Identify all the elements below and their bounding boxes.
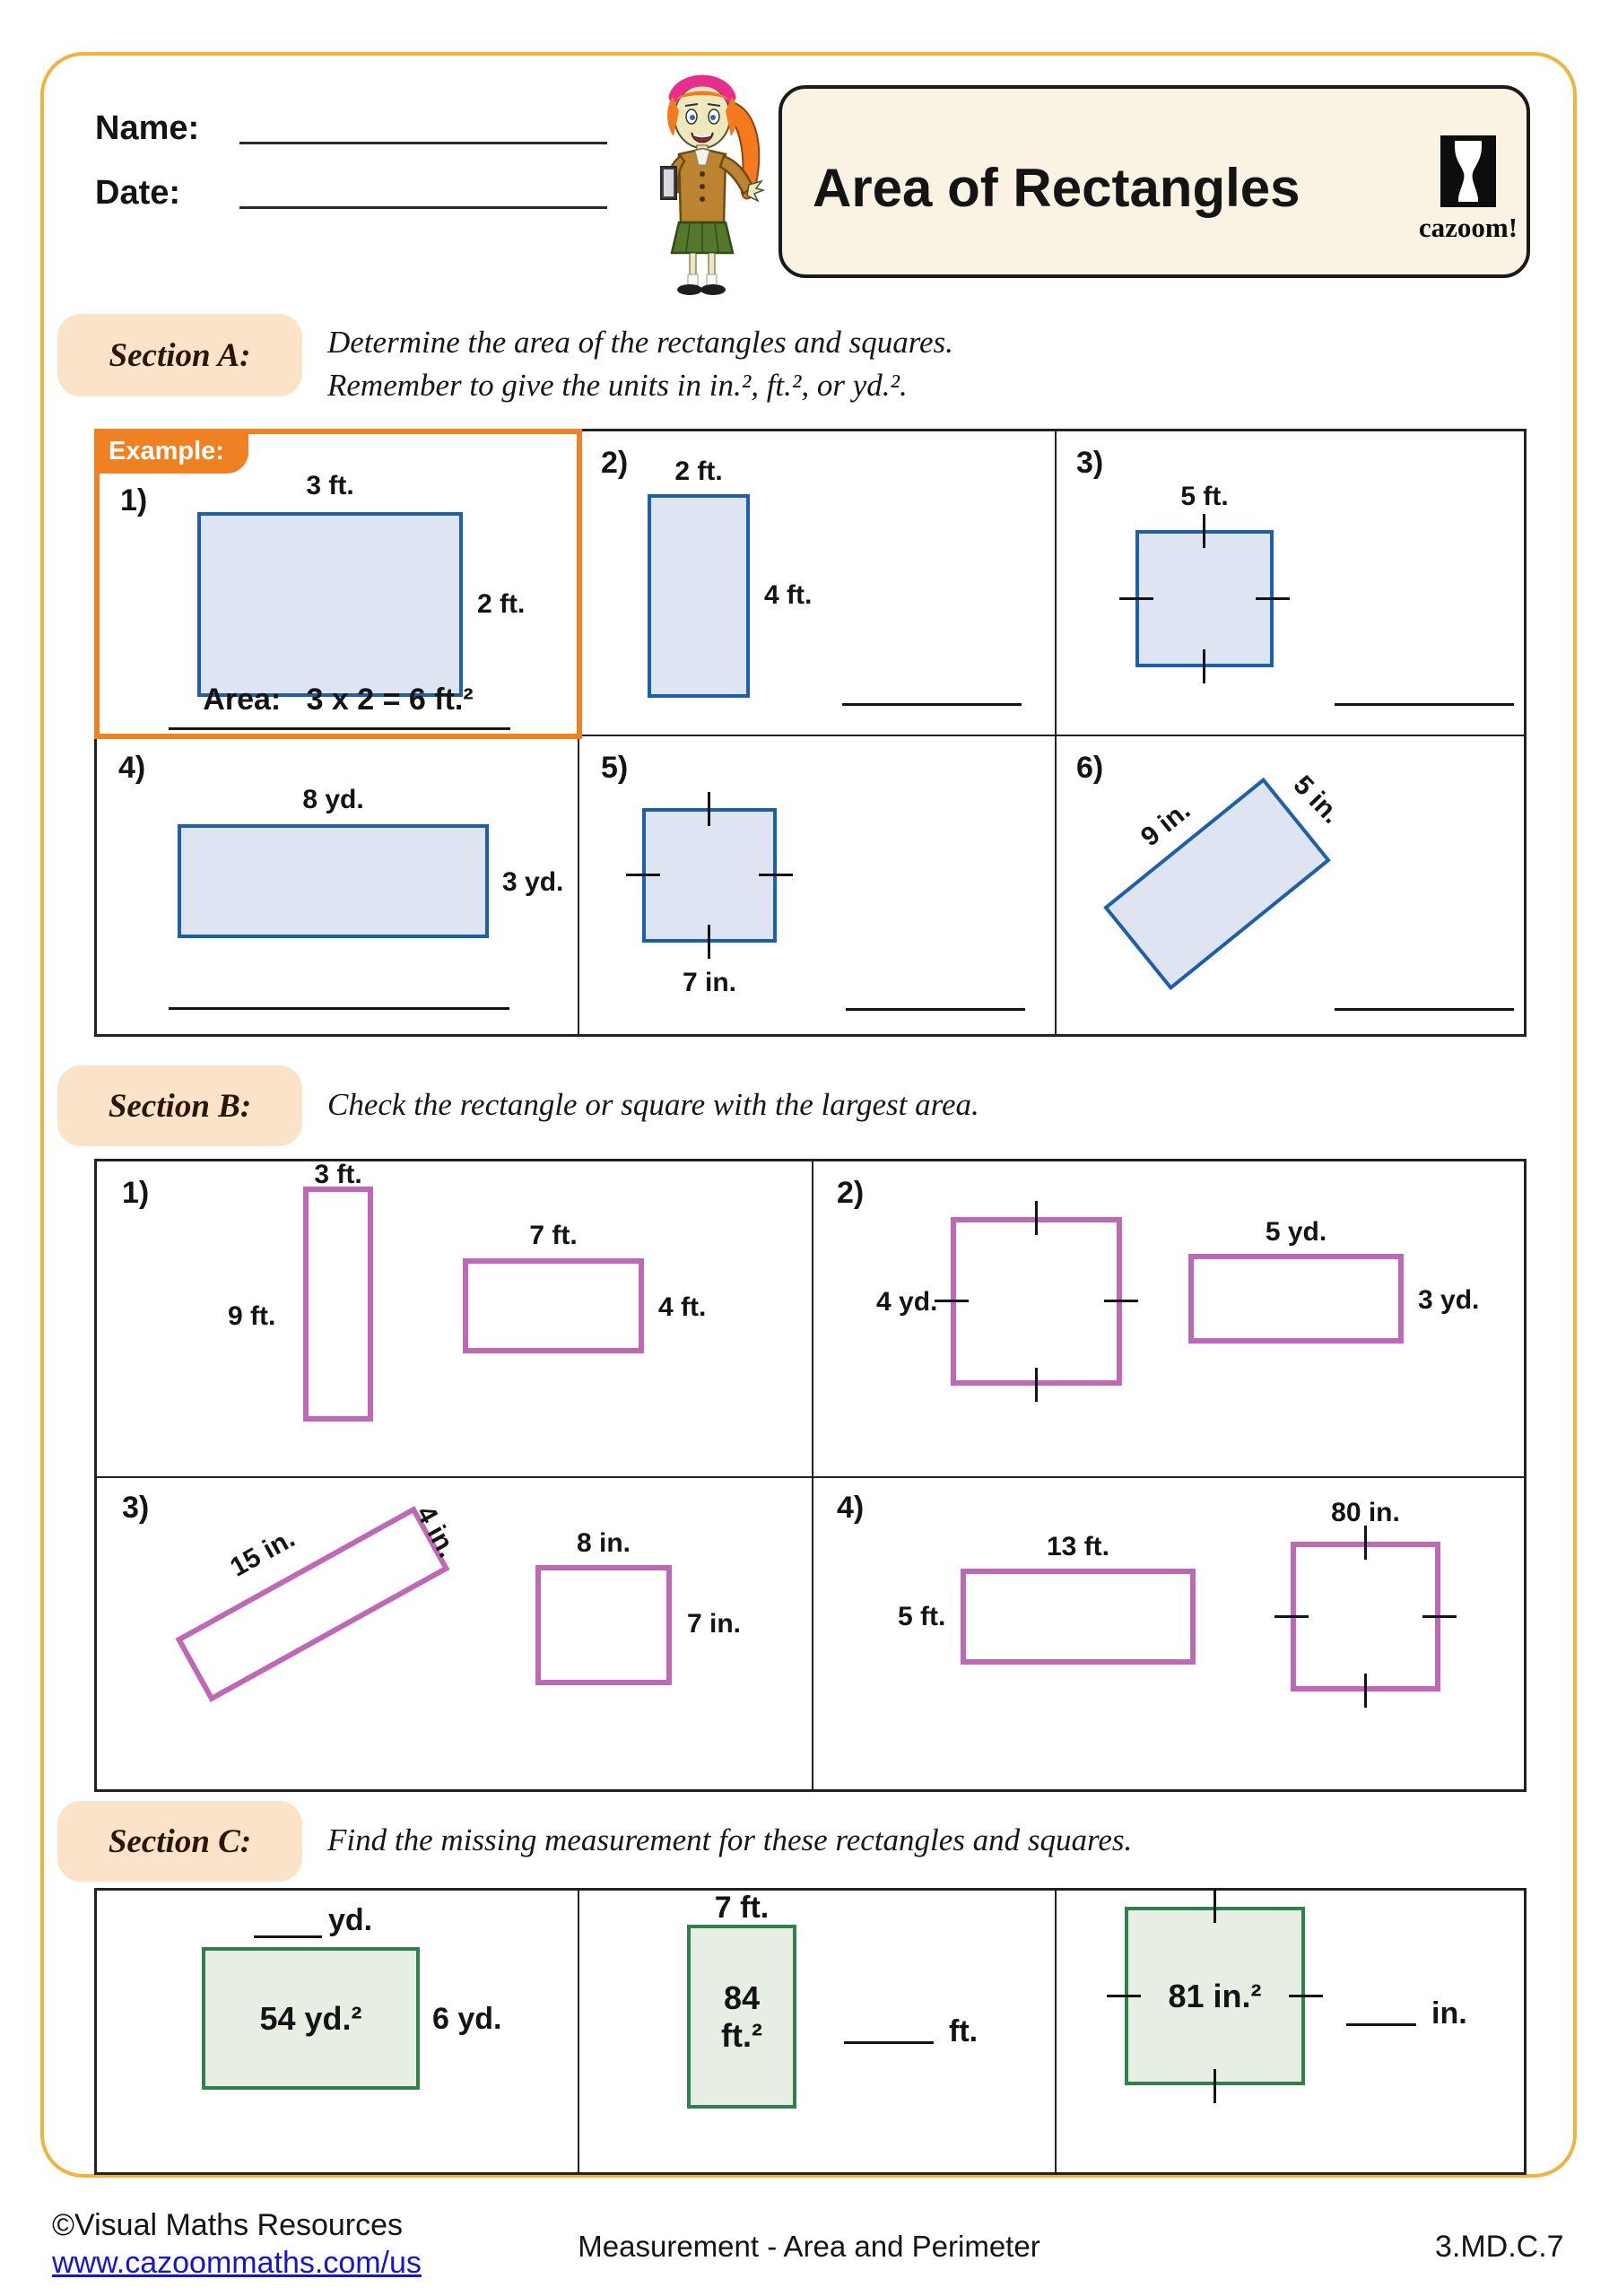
dimension-label: 7 in. (687, 1609, 742, 1639)
cazoom-logo (1410, 135, 1527, 244)
section-c-problem-3 (1055, 1891, 1529, 2176)
problem-number: 4) (837, 1491, 865, 1525)
problem-number: 5) (601, 751, 629, 785)
dimension-label: 4 ft. (658, 1292, 707, 1322)
missing-measure-blank[interactable] (1346, 2023, 1416, 2026)
section-b-label-box (57, 1065, 302, 1146)
example-rectangle (197, 512, 463, 697)
missing-measure-blank[interactable] (254, 1935, 322, 1938)
problem-number: 3) (122, 1491, 150, 1525)
dimension-label: 2 ft. (477, 589, 526, 619)
website-link[interactable]: www.cazoommaths.com/us (52, 2246, 422, 2280)
problem-number: 1) (122, 1176, 150, 1210)
section-a-example-cell (97, 431, 579, 736)
section-c-grid (94, 1888, 1527, 2175)
dimension-label: 9 ft. (228, 1301, 276, 1331)
answer-line[interactable] (1335, 1008, 1514, 1011)
square-shape (642, 808, 777, 943)
section-a-problem-2 (579, 431, 1055, 735)
area-value: 54 yd.² (259, 1999, 362, 2037)
checkable-rectangle[interactable] (303, 1187, 373, 1422)
tick-mark (626, 874, 660, 876)
dimension-label: 7 in. (682, 968, 736, 997)
section-b-instruction: Check the rectangle or square with the largest area. (327, 1087, 979, 1122)
name-label: Name: (95, 109, 200, 147)
dimension-label: 5 yd. (1265, 1217, 1327, 1247)
area-value: 84 (723, 1979, 761, 2016)
section-a-problem-6 (1055, 736, 1529, 1039)
dimension-label: 8 in. (576, 1528, 631, 1558)
section-c-problem-1 (97, 1891, 579, 2176)
tick-mark (1203, 514, 1205, 548)
answer-line[interactable] (169, 727, 510, 730)
tick-mark (1203, 649, 1205, 683)
section-b-problem-1 (97, 1161, 812, 1476)
copyright-text: ©Visual Maths Resources (52, 2208, 404, 2242)
date-label: Date: (95, 174, 181, 212)
dimension-label: 3 yd. (502, 867, 564, 897)
cazoom-logo-text: cazoom! (1418, 212, 1518, 243)
dimension-label: 80 in. (1331, 1498, 1400, 1527)
section-b-label: Section B: (108, 1087, 252, 1125)
example-answer (97, 683, 579, 718)
checkable-rectangle[interactable] (463, 1258, 644, 1353)
answer-line[interactable] (1335, 703, 1514, 706)
unit-label: in. (1431, 1996, 1467, 2031)
tick-mark (1119, 597, 1153, 600)
checkable-square[interactable] (1291, 1542, 1440, 1692)
dimension-label: 7 ft. (714, 1891, 770, 1925)
rectangle-shape (648, 494, 750, 698)
section-a-problem-4 (97, 736, 579, 1039)
tick-mark (1364, 1674, 1367, 1708)
section-a-problem-5 (579, 736, 1055, 1039)
square-shape (1135, 530, 1274, 667)
dimension-label: 5 ft. (1180, 482, 1229, 511)
checkable-square[interactable] (951, 1217, 1122, 1386)
answer-line[interactable] (842, 703, 1022, 706)
problem-number: 3) (1076, 446, 1104, 480)
tick-mark (1422, 1615, 1457, 1618)
checkable-rectangle[interactable] (1188, 1254, 1404, 1344)
unit-label: ft. (949, 2014, 979, 2048)
section-c-label: Section C: (108, 1822, 252, 1860)
checkable-rectangle[interactable] (961, 1569, 1196, 1665)
tick-mark (935, 1300, 969, 1302)
title-box (779, 85, 1530, 278)
area-square (1125, 1907, 1305, 2085)
tick-mark (759, 874, 793, 876)
area-rectangle (687, 1925, 796, 2109)
section-c-problem-2 (578, 1891, 1055, 2176)
dimension-label: 4 in. (410, 1500, 463, 1563)
student-illustration (623, 52, 780, 299)
dimension-label: 9 in. (1135, 795, 1196, 853)
dimension-label: 3 ft. (306, 471, 354, 500)
checkable-rectangle[interactable] (535, 1565, 672, 1685)
tick-mark (1035, 1201, 1038, 1235)
problem-number: 2) (601, 446, 629, 480)
section-a-label-box (57, 314, 302, 396)
problem-number: 6) (1076, 751, 1104, 785)
section-b-problem-2 (812, 1161, 1527, 1476)
tick-mark (1107, 1995, 1141, 1997)
problem-number: 1) (120, 483, 148, 517)
section-a-label: Section A: (109, 336, 251, 374)
checkable-rotated-rectangle[interactable] (175, 1506, 449, 1702)
tick-mark (708, 925, 710, 959)
tick-mark (1364, 1526, 1367, 1560)
example-answer-value: 3 x 2 = 6 ft.² (306, 683, 474, 717)
section-a-instruction-2: Remember to give the units in in.², ft.², or yd.². (327, 368, 908, 403)
tick-mark (1035, 1368, 1038, 1402)
dimension-label: 5 ft. (898, 1602, 946, 1631)
section-a-problem-3 (1055, 431, 1529, 735)
tick-mark (1214, 2069, 1216, 2103)
section-b-grid (94, 1159, 1527, 1792)
section-b-problem-4 (812, 1476, 1527, 1795)
tick-mark (1104, 1300, 1138, 1302)
dimension-label: 5 in. (1287, 770, 1347, 830)
dimension-label: 4 ft. (764, 580, 813, 610)
answer-line[interactable] (846, 1008, 1025, 1011)
example-tab: Example: (94, 429, 248, 474)
tick-mark (1289, 1995, 1323, 1997)
tick-mark (1274, 1615, 1309, 1618)
rectangle-shape (178, 824, 489, 938)
rotated-rectangle-shape (1103, 778, 1331, 990)
dimension-label: 7 ft. (529, 1221, 578, 1250)
dimension-label: 8 yd. (302, 785, 364, 814)
example-answer-label: Area: (203, 683, 282, 717)
section-c-label-box (57, 1801, 302, 1882)
dimension-label: 2 ft. (674, 457, 723, 486)
dimension-label: 3 ft. (314, 1160, 362, 1189)
dimension-label: 6 yd. (432, 2002, 502, 2036)
area-value: 81 in.² (1168, 1977, 1262, 2014)
footer-topic: Measurement - Area and Perimeter (578, 2230, 1040, 2263)
date-input-line[interactable] (239, 206, 607, 209)
section-a-instruction-1: Determine the area of the rectangles and squares. (327, 325, 953, 360)
problem-number: 4) (118, 751, 146, 785)
dimension-label: 15 in. (225, 1523, 300, 1583)
tick-mark (1256, 597, 1290, 600)
dimension-label: 4 yd. (876, 1287, 938, 1317)
area-rectangle (202, 1947, 420, 2090)
tick-mark (1214, 1889, 1216, 1923)
dimension-label: 3 yd. (1418, 1285, 1480, 1315)
cazoom-logo-icon (1440, 135, 1496, 207)
page-title: Area of Rectangles (813, 158, 1300, 218)
section-b-problem-3 (97, 1476, 812, 1795)
section-a-grid (94, 429, 1527, 1037)
answer-line[interactable] (169, 1007, 509, 1010)
problem-number: 2) (837, 1176, 865, 1210)
section-c-instruction: Find the missing measurement for these rectangles and squares. (327, 1822, 1133, 1857)
standard-code: 3.MD.C.7 (1435, 2230, 1564, 2264)
missing-measure-blank[interactable] (844, 2041, 934, 2044)
unit-label: yd. (328, 1903, 373, 1937)
name-input-line[interactable] (239, 142, 607, 144)
area-value-unit: ft.² (721, 2016, 762, 2054)
dimension-label: 13 ft. (1046, 1532, 1110, 1561)
tick-mark (708, 792, 710, 826)
